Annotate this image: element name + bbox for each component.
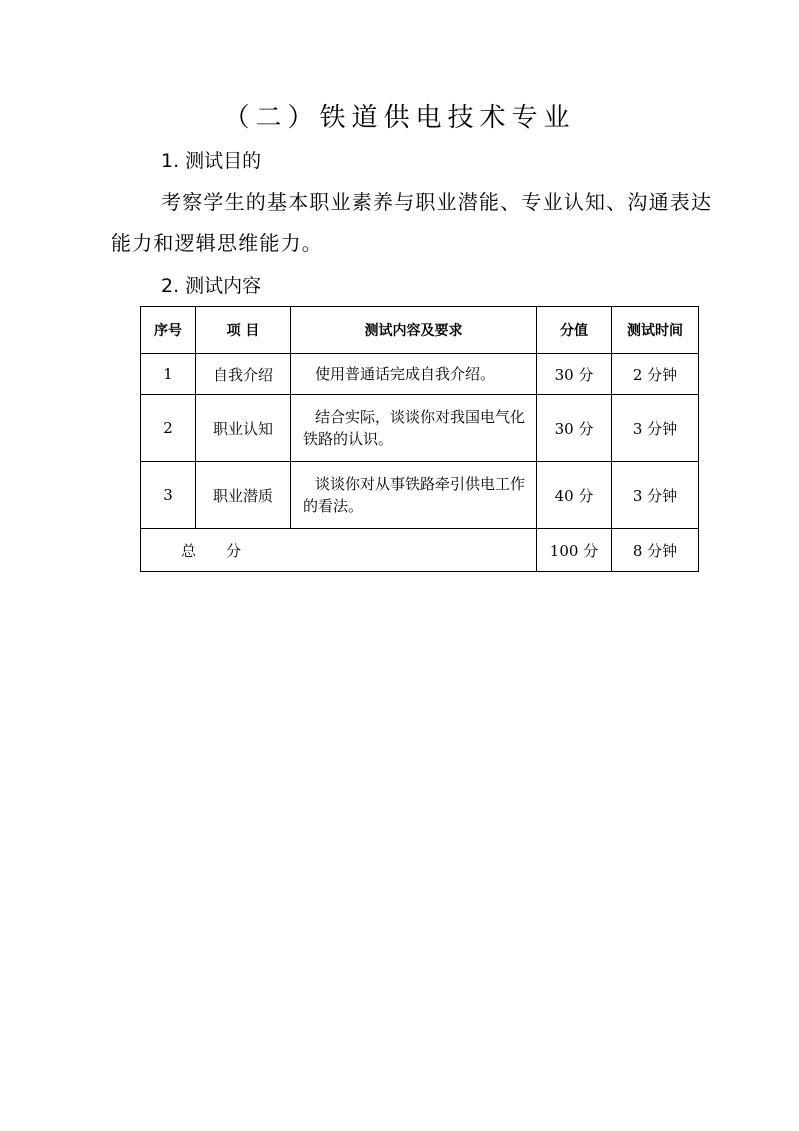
cell-content: 结合实际，谈谈你对我国电气化铁路的认识。 — [291, 395, 537, 462]
cell-total-score: 100 分 — [537, 529, 612, 572]
cell-content: 使用普通话完成自我介绍。 — [291, 354, 537, 395]
cell-item: 自我介绍 — [196, 354, 291, 395]
cell-no: 1 — [141, 354, 196, 395]
table-row — [141, 462, 699, 529]
cell-no: 3 — [141, 462, 196, 529]
cell-score: 30 分 — [537, 395, 612, 462]
table-header-row — [141, 307, 699, 354]
cell-time: 3 分钟 — [612, 462, 699, 529]
purpose-paragraph-line-1: 考察学生的基本职业素养与职业潜能、专业认知、沟通表达 — [161, 190, 713, 214]
cell-score: 30 分 — [537, 354, 612, 395]
header-content: 测试内容及要求 — [291, 307, 537, 354]
header-time: 测试时间 — [612, 307, 699, 354]
cell-no: 2 — [141, 395, 196, 462]
cell-time: 3 分钟 — [612, 395, 699, 462]
header-no: 序号 — [141, 307, 196, 354]
cell-total-label: 总 分 — [141, 529, 537, 572]
page-title: （二）铁道供电技术专业 — [223, 103, 576, 133]
section-heading-purpose: 1. 测试目的 — [161, 150, 262, 172]
table-total-row — [141, 529, 699, 572]
cell-content: 谈谈你对从事铁路牵引供电工作的看法。 — [291, 462, 537, 529]
cell-item: 职业认知 — [196, 395, 291, 462]
cell-item: 职业潜质 — [196, 462, 291, 529]
cell-score: 40 分 — [537, 462, 612, 529]
purpose-paragraph-line-2: 能力和逻辑思维能力。 — [111, 231, 323, 255]
header-score: 分值 — [537, 307, 612, 354]
table-row — [141, 354, 699, 395]
header-item: 项 目 — [196, 307, 291, 354]
table-row — [141, 395, 699, 462]
cell-total-time: 8 分钟 — [612, 529, 699, 572]
test-content-table — [140, 306, 699, 572]
section-heading-content: 2. 测试内容 — [161, 275, 262, 297]
cell-time: 2 分钟 — [612, 354, 699, 395]
